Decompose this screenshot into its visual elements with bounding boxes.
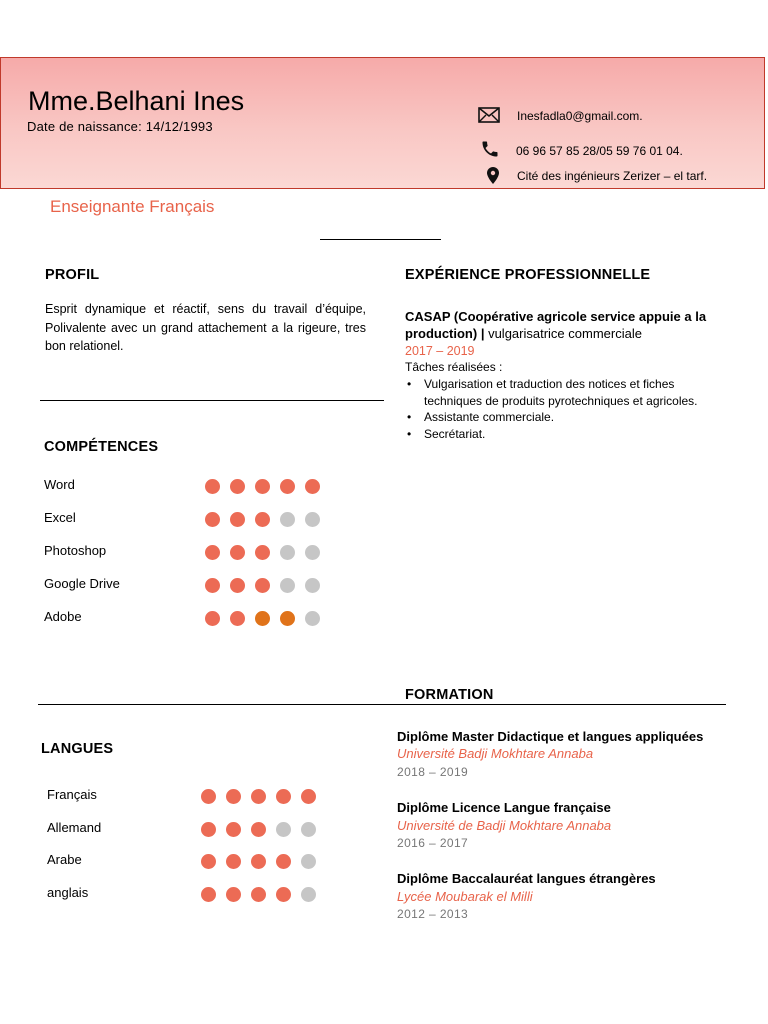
skill-label: Google Drive	[44, 576, 120, 591]
language-rating-dot	[226, 789, 241, 804]
skill-rating-dot	[280, 611, 295, 626]
profil-text: Esprit dynamique et réactif, sens du travail d’équipe, Polivalente avec un grand attachement a la rigeure, tres bon relationel.	[45, 302, 366, 353]
experience-org: CASAP (Coopérative agricole service appuie a la production) |	[405, 309, 707, 341]
skill-rating-dot	[305, 512, 320, 527]
divider-short	[320, 239, 441, 240]
education-school: Université de Badji Mokhtare Annaba	[397, 818, 612, 833]
language-rating-dot	[226, 887, 241, 902]
language-rating-dot	[201, 854, 216, 869]
experience-role: vulgarisatrice commerciale	[484, 326, 642, 341]
skill-rating-dot	[205, 545, 220, 560]
language-rating-dot	[276, 854, 291, 869]
skill-rating-dot	[255, 545, 270, 560]
task-item: • Secrétariat.	[405, 426, 730, 443]
language-label: Allemand	[47, 819, 102, 835]
task-item: • Vulgarisation et traduction des notices et fiches techniques de produits pyrotechniques et agricoles.	[405, 376, 730, 409]
language-rating-dot	[276, 789, 291, 804]
skill-rating-dot	[230, 479, 245, 494]
language-rating-dot	[276, 887, 291, 902]
skill-rating-dot	[230, 545, 245, 560]
skill-rating-dot	[255, 578, 270, 593]
education-school: Université Badji Mokhtare Annaba	[397, 746, 594, 761]
skill-rating-dot	[230, 611, 245, 626]
task-item: • Assistante commerciale.	[405, 409, 730, 426]
skill-rating-dot	[255, 611, 270, 626]
language-rating-dot	[301, 822, 316, 837]
tasks-label: Tâches réalisées :	[405, 360, 503, 374]
language-rating-dot	[201, 887, 216, 902]
language-label: anglais	[47, 885, 89, 901]
language-rating-dot	[301, 854, 316, 869]
divider-profil	[40, 400, 384, 401]
language-rating-dot	[226, 822, 241, 837]
language-rating-dot	[251, 887, 266, 902]
language-rating-dot	[251, 854, 266, 869]
education-years: 2012 – 2013	[397, 907, 469, 921]
address-text: Cité des ingénieurs Zerizer – el tarf.	[517, 169, 708, 183]
skill-rating-dot	[280, 479, 295, 494]
experience-dates: 2017 – 2019	[405, 344, 475, 358]
skill-rating-dot	[305, 479, 320, 494]
skill-label: Word	[44, 477, 75, 492]
language-label: Arabe	[47, 852, 82, 868]
skill-label: Photoshop	[44, 543, 107, 558]
divider-formation	[38, 704, 726, 705]
envelope-icon	[478, 107, 500, 123]
education-title: Diplôme Master Didactique et langues appliquées	[397, 729, 704, 744]
skill-rating-dot	[255, 512, 270, 527]
skill-rating-dot	[205, 512, 220, 527]
skill-rating-dot	[280, 545, 295, 560]
language-rating-dot	[251, 822, 266, 837]
language-rating-dot	[301, 789, 316, 804]
language-rating-dot	[301, 887, 316, 902]
experience-entry-title	[405, 308, 725, 342]
task-list	[405, 376, 730, 442]
skill-rating-dot	[305, 611, 320, 626]
skill-rating-dot	[205, 479, 220, 494]
langues-heading: LANGUES	[41, 741, 114, 757]
language-rating-dot	[201, 789, 216, 804]
education-years: 2016 – 2017	[397, 836, 469, 850]
skill-rating-dot	[255, 479, 270, 494]
language-rating-dot	[276, 822, 291, 837]
candidate-name: Mme.Belhani Ines	[28, 86, 245, 116]
skill-rating-dot	[230, 578, 245, 593]
phone-text: 06 96 57 85 28/05 59 76 01 04.	[516, 144, 683, 158]
location-pin-icon	[487, 167, 499, 184]
language-rating-dot	[201, 822, 216, 837]
skill-rating-dot	[305, 545, 320, 560]
phone-icon	[479, 139, 501, 159]
job-subtitle: Enseignante Français	[50, 197, 215, 216]
skill-rating-dot	[280, 512, 295, 527]
competences-heading: COMPÉTENCES	[44, 439, 159, 455]
education-title: Diplôme Baccalauréat langues étrangères	[397, 871, 656, 886]
date-of-birth: Date de naissance: 14/12/1993	[27, 119, 213, 134]
skill-rating-dot	[280, 578, 295, 593]
language-rating-dot	[251, 789, 266, 804]
education-school: Lycée Moubarak el Milli	[397, 889, 533, 904]
skill-rating-dot	[230, 512, 245, 527]
email-text: Inesfadla0@gmail.com.	[517, 109, 643, 123]
skill-label: Excel	[44, 510, 76, 525]
experience-heading: EXPÉRIENCE PROFESSIONNELLE	[405, 267, 651, 283]
formation-heading: FORMATION	[405, 687, 494, 703]
skill-label: Adobe	[44, 609, 82, 624]
language-label: Français	[47, 787, 97, 802]
language-rating-dot	[226, 854, 241, 869]
skill-rating-dot	[305, 578, 320, 593]
skill-rating-dot	[205, 578, 220, 593]
education-title: Diplôme Licence Langue française	[397, 800, 611, 815]
education-years: 2018 – 2019	[397, 765, 469, 779]
skill-rating-dot	[205, 611, 220, 626]
profil-heading: PROFIL	[45, 267, 100, 283]
